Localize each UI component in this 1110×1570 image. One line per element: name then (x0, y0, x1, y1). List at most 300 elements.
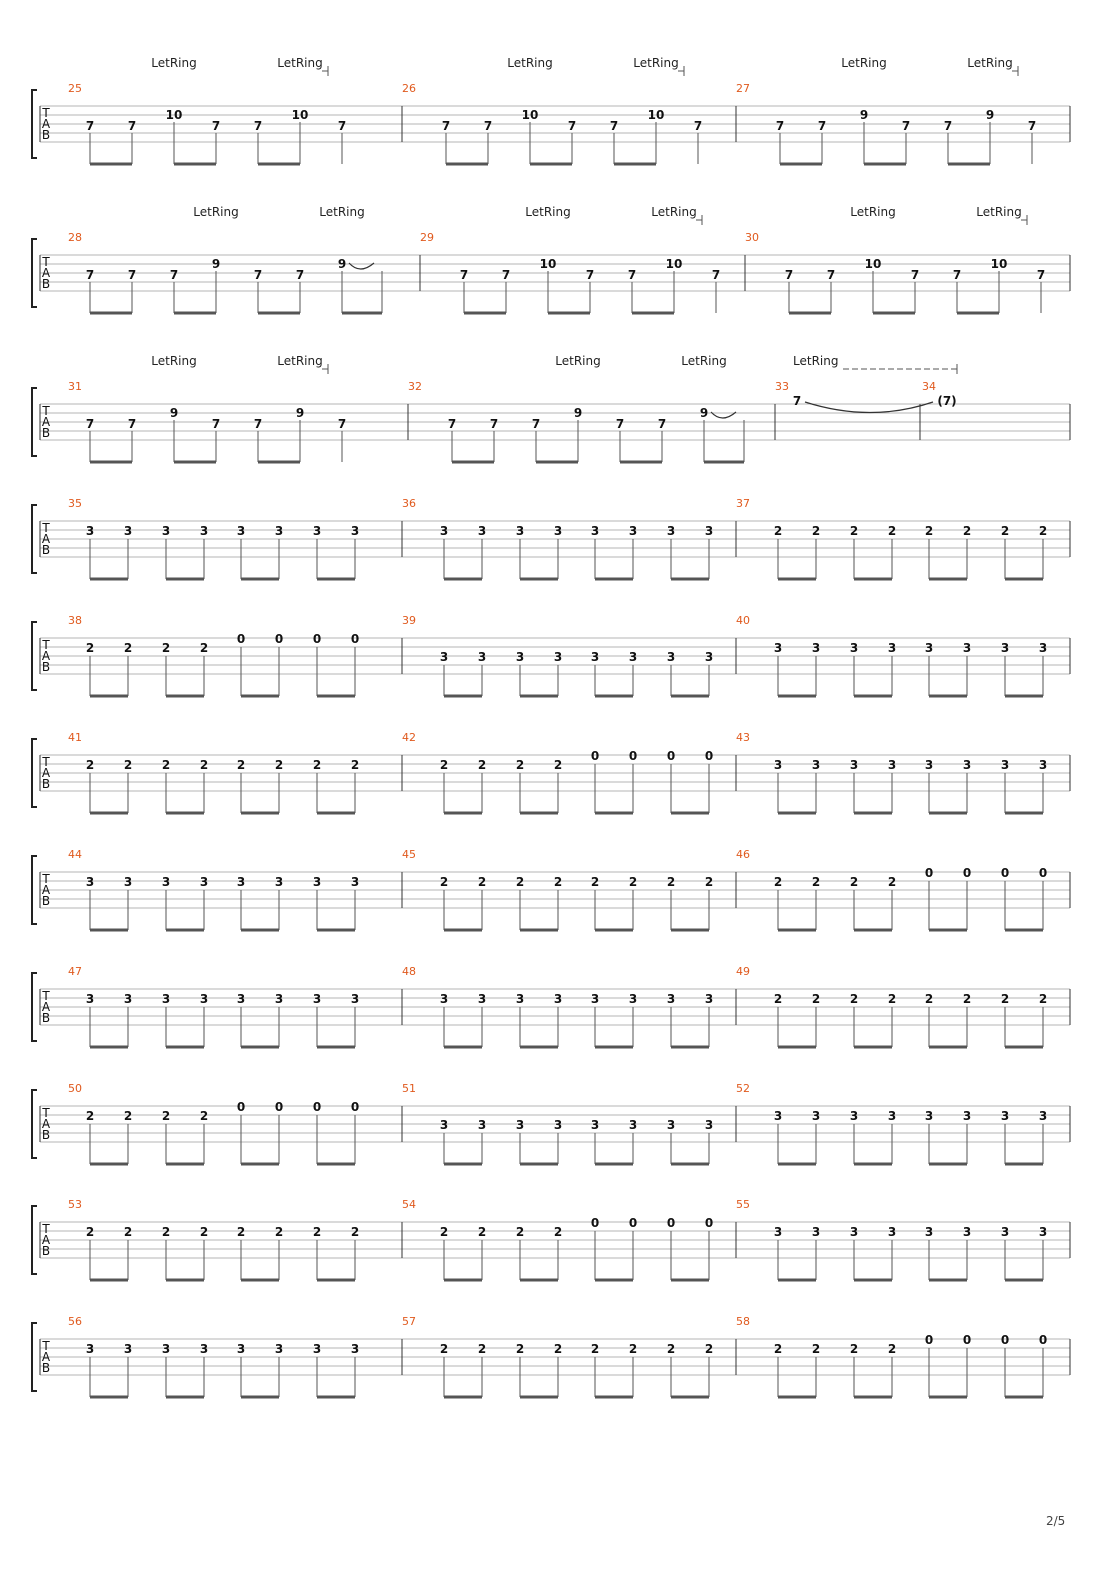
tab-clef-letter: A (41, 1350, 51, 1364)
fret-number: 7 (657, 417, 667, 431)
fret-number: 7 (567, 119, 577, 133)
fret-number: 3 (274, 875, 284, 889)
measure-number: 40 (736, 614, 750, 627)
fret-number: 3 (274, 1342, 284, 1356)
let-ring-label: LetRing (976, 205, 1022, 219)
fret-number: 3 (773, 758, 783, 772)
tab-clef-letter: B (41, 1128, 51, 1142)
fret-number: 7 (1036, 268, 1046, 282)
fret-number: 7 (531, 417, 541, 431)
fret-number: 2 (439, 1225, 449, 1239)
tab-clef-letter: T (42, 106, 50, 120)
fret-number: 2 (161, 641, 171, 655)
measure-number: 50 (68, 1082, 82, 1095)
fret-number: 10 (291, 108, 309, 122)
fret-number: 7 (127, 119, 137, 133)
fret-number: 9 (337, 257, 347, 271)
let-ring-label: LetRing (651, 205, 697, 219)
fret-number: 3 (773, 1109, 783, 1123)
let-ring-label: LetRing (319, 205, 365, 219)
tab-clef-letter: A (41, 415, 51, 429)
fret-number: 3 (1000, 1225, 1010, 1239)
fret-number: 3 (123, 992, 133, 1006)
fret-number: 0 (704, 1216, 714, 1230)
fret-number: 2 (773, 992, 783, 1006)
fret-number: 2 (515, 1342, 525, 1356)
fret-number: 2 (85, 641, 95, 655)
fret-number: 2 (85, 1225, 95, 1239)
tab-clef-letter: A (41, 266, 51, 280)
fret-number: 2 (666, 875, 676, 889)
tab-clef-letter: A (41, 1000, 51, 1014)
tab-clef-letter: B (41, 660, 51, 674)
fret-number: 2 (628, 1342, 638, 1356)
fret-number: 10 (165, 108, 183, 122)
let-ring-label: LetRing (850, 205, 896, 219)
fret-number: 2 (590, 875, 600, 889)
fret-number: 2 (704, 875, 714, 889)
fret-number: 0 (312, 1100, 322, 1114)
fret-number: 3 (312, 992, 322, 1006)
fret-number: 7 (615, 417, 625, 431)
fret-number: 3 (1038, 758, 1048, 772)
fret-number: 0 (590, 1216, 600, 1230)
measure-number: 54 (402, 1198, 416, 1211)
fret-number: 2 (553, 1342, 563, 1356)
measure-number: 25 (68, 82, 82, 95)
tab-clef-letter: A (41, 649, 51, 663)
let-ring-label: LetRing (967, 56, 1013, 70)
fret-number: 2 (1000, 524, 1010, 538)
fret-number: 2 (477, 875, 487, 889)
fret-number: 0 (1038, 866, 1048, 880)
fret-number: 9 (699, 406, 709, 420)
fret-number: 2 (123, 1109, 133, 1123)
fret-number: 3 (811, 758, 821, 772)
fret-number: 3 (85, 1342, 95, 1356)
fret-number: 9 (295, 406, 305, 420)
let-ring-label: LetRing (793, 354, 839, 368)
fret-number: 3 (628, 650, 638, 664)
fret-number: 3 (773, 641, 783, 655)
fret-number: 2 (773, 875, 783, 889)
fret-number: 2 (199, 758, 209, 772)
fret-number: 0 (236, 632, 246, 646)
staff-bracket (32, 90, 37, 158)
fret-number: 7 (441, 119, 451, 133)
fret-number: 3 (962, 1225, 972, 1239)
fret-number: 2 (924, 524, 934, 538)
fret-number: 7 (337, 119, 347, 133)
fret-number: 2 (849, 524, 859, 538)
fret-number: 10 (647, 108, 665, 122)
fret-number: 2 (199, 641, 209, 655)
fret-number: 3 (199, 524, 209, 538)
measure-number: 58 (736, 1315, 750, 1328)
fret-number: 2 (849, 1342, 859, 1356)
fret-number: 9 (985, 108, 995, 122)
fret-number: 2 (590, 1342, 600, 1356)
fret-number: 3 (236, 875, 246, 889)
tab-clef-letter: T (42, 1222, 50, 1236)
fret-number: 2 (274, 758, 284, 772)
fret-number: 2 (849, 875, 859, 889)
fret-number: 3 (666, 1118, 676, 1132)
tab-clef-letter: T (42, 1339, 50, 1353)
fret-number: 7 (253, 417, 263, 431)
tab-clef-letter: B (41, 543, 51, 557)
fret-number: 2 (350, 758, 360, 772)
staff-bracket (32, 239, 37, 307)
measure-number: 53 (68, 1198, 82, 1211)
fret-number: 3 (477, 1118, 487, 1132)
fret-number: 3 (439, 992, 449, 1006)
measure-number: 57 (402, 1315, 416, 1328)
fret-number: 3 (312, 524, 322, 538)
fret-number: 3 (515, 650, 525, 664)
measure-number: 51 (402, 1082, 416, 1095)
fret-number: 3 (628, 1118, 638, 1132)
let-ring-label: LetRing (525, 205, 571, 219)
fret-number: 2 (553, 875, 563, 889)
fret-number: 2 (849, 992, 859, 1006)
fret-number: 2 (1038, 524, 1048, 538)
fret-number: 2 (811, 524, 821, 538)
tab-clef-letter: A (41, 117, 51, 131)
fret-number: 3 (123, 524, 133, 538)
fret-number: 7 (85, 119, 95, 133)
fret-number: 3 (704, 992, 714, 1006)
fret-number: 7 (459, 268, 469, 282)
fret-number: 3 (887, 641, 897, 655)
fret-number: 3 (590, 650, 600, 664)
fret-number: 2 (887, 1342, 897, 1356)
fret-number: 3 (161, 1342, 171, 1356)
fret-number: 3 (628, 524, 638, 538)
fret-number: 3 (477, 524, 487, 538)
tab-clef-letter: A (41, 766, 51, 780)
fret-number: 3 (350, 524, 360, 538)
staff-bracket (32, 856, 37, 924)
let-ring-label: LetRing (507, 56, 553, 70)
fret-number: 0 (1000, 1333, 1010, 1347)
tab-clef-letter: B (41, 894, 51, 908)
fret-number: 3 (553, 524, 563, 538)
fret-number: 0 (274, 632, 284, 646)
fret-number: 7 (826, 268, 836, 282)
staff-bracket (32, 622, 37, 690)
staff-bracket (32, 388, 37, 456)
tab-clef-letter: A (41, 1233, 51, 1247)
fret-number: 3 (887, 1225, 897, 1239)
let-ring-label: LetRing (555, 354, 601, 368)
fret-number: 3 (477, 992, 487, 1006)
fret-number: 3 (849, 1225, 859, 1239)
fret-number: 3 (811, 1109, 821, 1123)
fret-number: 7 (609, 119, 619, 133)
fret-number: 2 (123, 758, 133, 772)
fret-number: 10 (521, 108, 539, 122)
fret-number: 3 (773, 1225, 783, 1239)
fret-number: 10 (990, 257, 1008, 271)
let-ring-label: LetRing (277, 354, 323, 368)
fret-number: 7 (943, 119, 953, 133)
tab-clef-letter: T (42, 404, 50, 418)
tab-clef-letter: T (42, 872, 50, 886)
fret-number: 3 (274, 524, 284, 538)
fret-number: 3 (666, 524, 676, 538)
fret-number: 9 (859, 108, 869, 122)
fret-number: 2 (887, 992, 897, 1006)
fret-number: 3 (515, 992, 525, 1006)
fret-number: 7 (501, 268, 511, 282)
fret-number: 3 (811, 1225, 821, 1239)
fret-number: 3 (85, 875, 95, 889)
fret-number: 0 (590, 749, 600, 763)
fret-number: 3 (590, 524, 600, 538)
fret-number: 3 (924, 1225, 934, 1239)
fret-number: 7 (489, 417, 499, 431)
fret-number: 2 (477, 1225, 487, 1239)
fret-number: 7 (775, 119, 785, 133)
fret-number: 3 (1038, 1109, 1048, 1123)
fret-number: 2 (1000, 992, 1010, 1006)
fret-number: 3 (236, 992, 246, 1006)
fret-number: 2 (628, 875, 638, 889)
fret-number: 3 (553, 650, 563, 664)
tab-clef-letter: B (41, 1011, 51, 1025)
fret-number: 2 (773, 1342, 783, 1356)
fret-number: 0 (924, 866, 934, 880)
page-number: 2/5 (1046, 1514, 1066, 1528)
fret-number: 10 (665, 257, 683, 271)
fret-number: 3 (85, 524, 95, 538)
fret-number: 3 (924, 758, 934, 772)
fret-number: 3 (439, 1118, 449, 1132)
tab-clef-letter: T (42, 638, 50, 652)
fret-number: 3 (350, 1342, 360, 1356)
fret-number: 0 (1000, 866, 1010, 880)
measure-number: 35 (68, 497, 82, 510)
fret-number: 3 (1038, 1225, 1048, 1239)
fret-number: 3 (312, 875, 322, 889)
fret-number: 2 (199, 1225, 209, 1239)
measure-number: 49 (736, 965, 750, 978)
measure-number: 42 (402, 731, 416, 744)
fret-number: 2 (666, 1342, 676, 1356)
fret-number: 7 (337, 417, 347, 431)
let-ring-label: LetRing (681, 354, 727, 368)
fret-number: 7 (85, 268, 95, 282)
fret-number: 2 (439, 875, 449, 889)
measure-number: 46 (736, 848, 750, 861)
fret-number: 3 (962, 758, 972, 772)
let-ring-label: LetRing (151, 354, 197, 368)
fret-number: 2 (704, 1342, 714, 1356)
let-ring-label: LetRing (277, 56, 323, 70)
tab-clef-letter: A (41, 883, 51, 897)
fret-number: 2 (236, 1225, 246, 1239)
fret-number: 3 (199, 875, 209, 889)
fret-number: 2 (515, 1225, 525, 1239)
fret-number: 2 (350, 1225, 360, 1239)
fret-number: 3 (666, 992, 676, 1006)
fret-number: 3 (1000, 641, 1010, 655)
fret-number: 0 (274, 1100, 284, 1114)
fret-number: 0 (1038, 1333, 1048, 1347)
fret-number: 7 (211, 119, 221, 133)
fret-number: 3 (962, 641, 972, 655)
staff-bracket (32, 1206, 37, 1274)
measure-number: 34 (922, 380, 936, 393)
fret-number: 3 (704, 1118, 714, 1132)
let-ring-label: LetRing (841, 56, 887, 70)
tab-clef-letter: B (41, 128, 51, 142)
fret-number: 7 (253, 268, 263, 282)
fret-number: 3 (887, 1109, 897, 1123)
fret-number: 2 (962, 992, 972, 1006)
fret-number: 9 (211, 257, 221, 271)
tab-clef-letter: B (41, 1244, 51, 1258)
fret-number: 3 (477, 650, 487, 664)
fret-number: 2 (887, 524, 897, 538)
tab-clef-letter: A (41, 532, 51, 546)
fret-number: 3 (161, 524, 171, 538)
fret-number: 2 (811, 875, 821, 889)
fret-number: 7 (901, 119, 911, 133)
tab-clef-letter: T (42, 521, 50, 535)
measure-number: 55 (736, 1198, 750, 1211)
fret-number: 2 (236, 758, 246, 772)
fret-number: 3 (439, 524, 449, 538)
fret-number: 3 (590, 992, 600, 1006)
measure-number: 31 (68, 380, 82, 393)
fret-number: 0 (924, 1333, 934, 1347)
fret-number: 2 (85, 758, 95, 772)
fret-number: 3 (161, 992, 171, 1006)
measure-number: 47 (68, 965, 82, 978)
measure-number: 39 (402, 614, 416, 627)
measure-number: 36 (402, 497, 416, 510)
fret-number: 3 (811, 641, 821, 655)
fret-number: 7 (817, 119, 827, 133)
fret-number: 2 (312, 1225, 322, 1239)
measure-number: 30 (745, 231, 759, 244)
fret-number: 2 (123, 641, 133, 655)
tab-clef-letter: B (41, 277, 51, 291)
fret-number: 2 (439, 1342, 449, 1356)
fret-number: 3 (849, 1109, 859, 1123)
fret-number: 3 (1000, 1109, 1010, 1123)
fret-number: 0 (312, 632, 322, 646)
fret-number: 2 (924, 992, 934, 1006)
fret-number: 7 (1027, 119, 1037, 133)
fret-number: 3 (274, 992, 284, 1006)
fret-number: 7 (693, 119, 703, 133)
fret-number: 3 (1038, 641, 1048, 655)
fret-number: 7 (784, 268, 794, 282)
fret-number: 7 (627, 268, 637, 282)
fret-number: 7 (585, 268, 595, 282)
measure-number: 27 (736, 82, 750, 95)
fret-number: 3 (350, 992, 360, 1006)
fret-number: 7 (295, 268, 305, 282)
fret-number: 3 (439, 650, 449, 664)
fret-number: 3 (515, 524, 525, 538)
fret-number: 0 (350, 1100, 360, 1114)
staff-bracket (32, 1323, 37, 1391)
tab-clef-letter: T (42, 989, 50, 1003)
fret-number: 3 (236, 524, 246, 538)
fret-number: 7 (127, 268, 137, 282)
fret-number: 2 (1038, 992, 1048, 1006)
fret-number: 0 (962, 866, 972, 880)
fret-number: 0 (666, 749, 676, 763)
measure-number: 37 (736, 497, 750, 510)
fret-number: 3 (553, 1118, 563, 1132)
fret-number: 3 (312, 1342, 322, 1356)
fret-number: 2 (161, 1225, 171, 1239)
tab-clef-letter: T (42, 255, 50, 269)
fret-number: 7 (85, 417, 95, 431)
fret-number: 2 (85, 1109, 95, 1123)
fret-number: 3 (849, 758, 859, 772)
tab-clef-letter: B (41, 777, 51, 791)
fret-number: 7 (447, 417, 457, 431)
fret-number: 3 (1000, 758, 1010, 772)
fret-number: 3 (85, 992, 95, 1006)
fret-number: 3 (350, 875, 360, 889)
measure-number: 52 (736, 1082, 750, 1095)
fret-number: 2 (553, 758, 563, 772)
fret-number: 0 (628, 1216, 638, 1230)
fret-number: 2 (477, 758, 487, 772)
fret-number: 3 (161, 875, 171, 889)
fret-number: 0 (350, 632, 360, 646)
staff-bracket (32, 973, 37, 1041)
fret-number: 0 (236, 1100, 246, 1114)
fret-number: 7 (211, 417, 221, 431)
staff-bracket (32, 1090, 37, 1158)
fret-number: 2 (161, 758, 171, 772)
fret-number: 3 (887, 758, 897, 772)
fret-number: 10 (539, 257, 557, 271)
measure-number: 33 (775, 380, 789, 393)
fret-number: 2 (123, 1225, 133, 1239)
fret-number: 3 (553, 992, 563, 1006)
staff-bracket (32, 505, 37, 573)
fret-number: 2 (477, 1342, 487, 1356)
tab-clef-letter: B (41, 1361, 51, 1375)
measure-number: 26 (402, 82, 416, 95)
tab-clef-letter: B (41, 426, 51, 440)
fret-number: 3 (123, 1342, 133, 1356)
measure-number: 38 (68, 614, 82, 627)
fret-number: 3 (628, 992, 638, 1006)
fret-number: 10 (864, 257, 882, 271)
measure-number: 44 (68, 848, 82, 861)
fret-number: 2 (962, 524, 972, 538)
tab-clef-letter: T (42, 755, 50, 769)
fret-number: 2 (887, 875, 897, 889)
fret-number: 2 (515, 875, 525, 889)
fret-number: 2 (199, 1109, 209, 1123)
fret-number: 9 (573, 406, 583, 420)
measure-number: 29 (420, 231, 434, 244)
fret-number: 3 (924, 641, 934, 655)
fret-number: 2 (773, 524, 783, 538)
fret-number: 2 (161, 1109, 171, 1123)
